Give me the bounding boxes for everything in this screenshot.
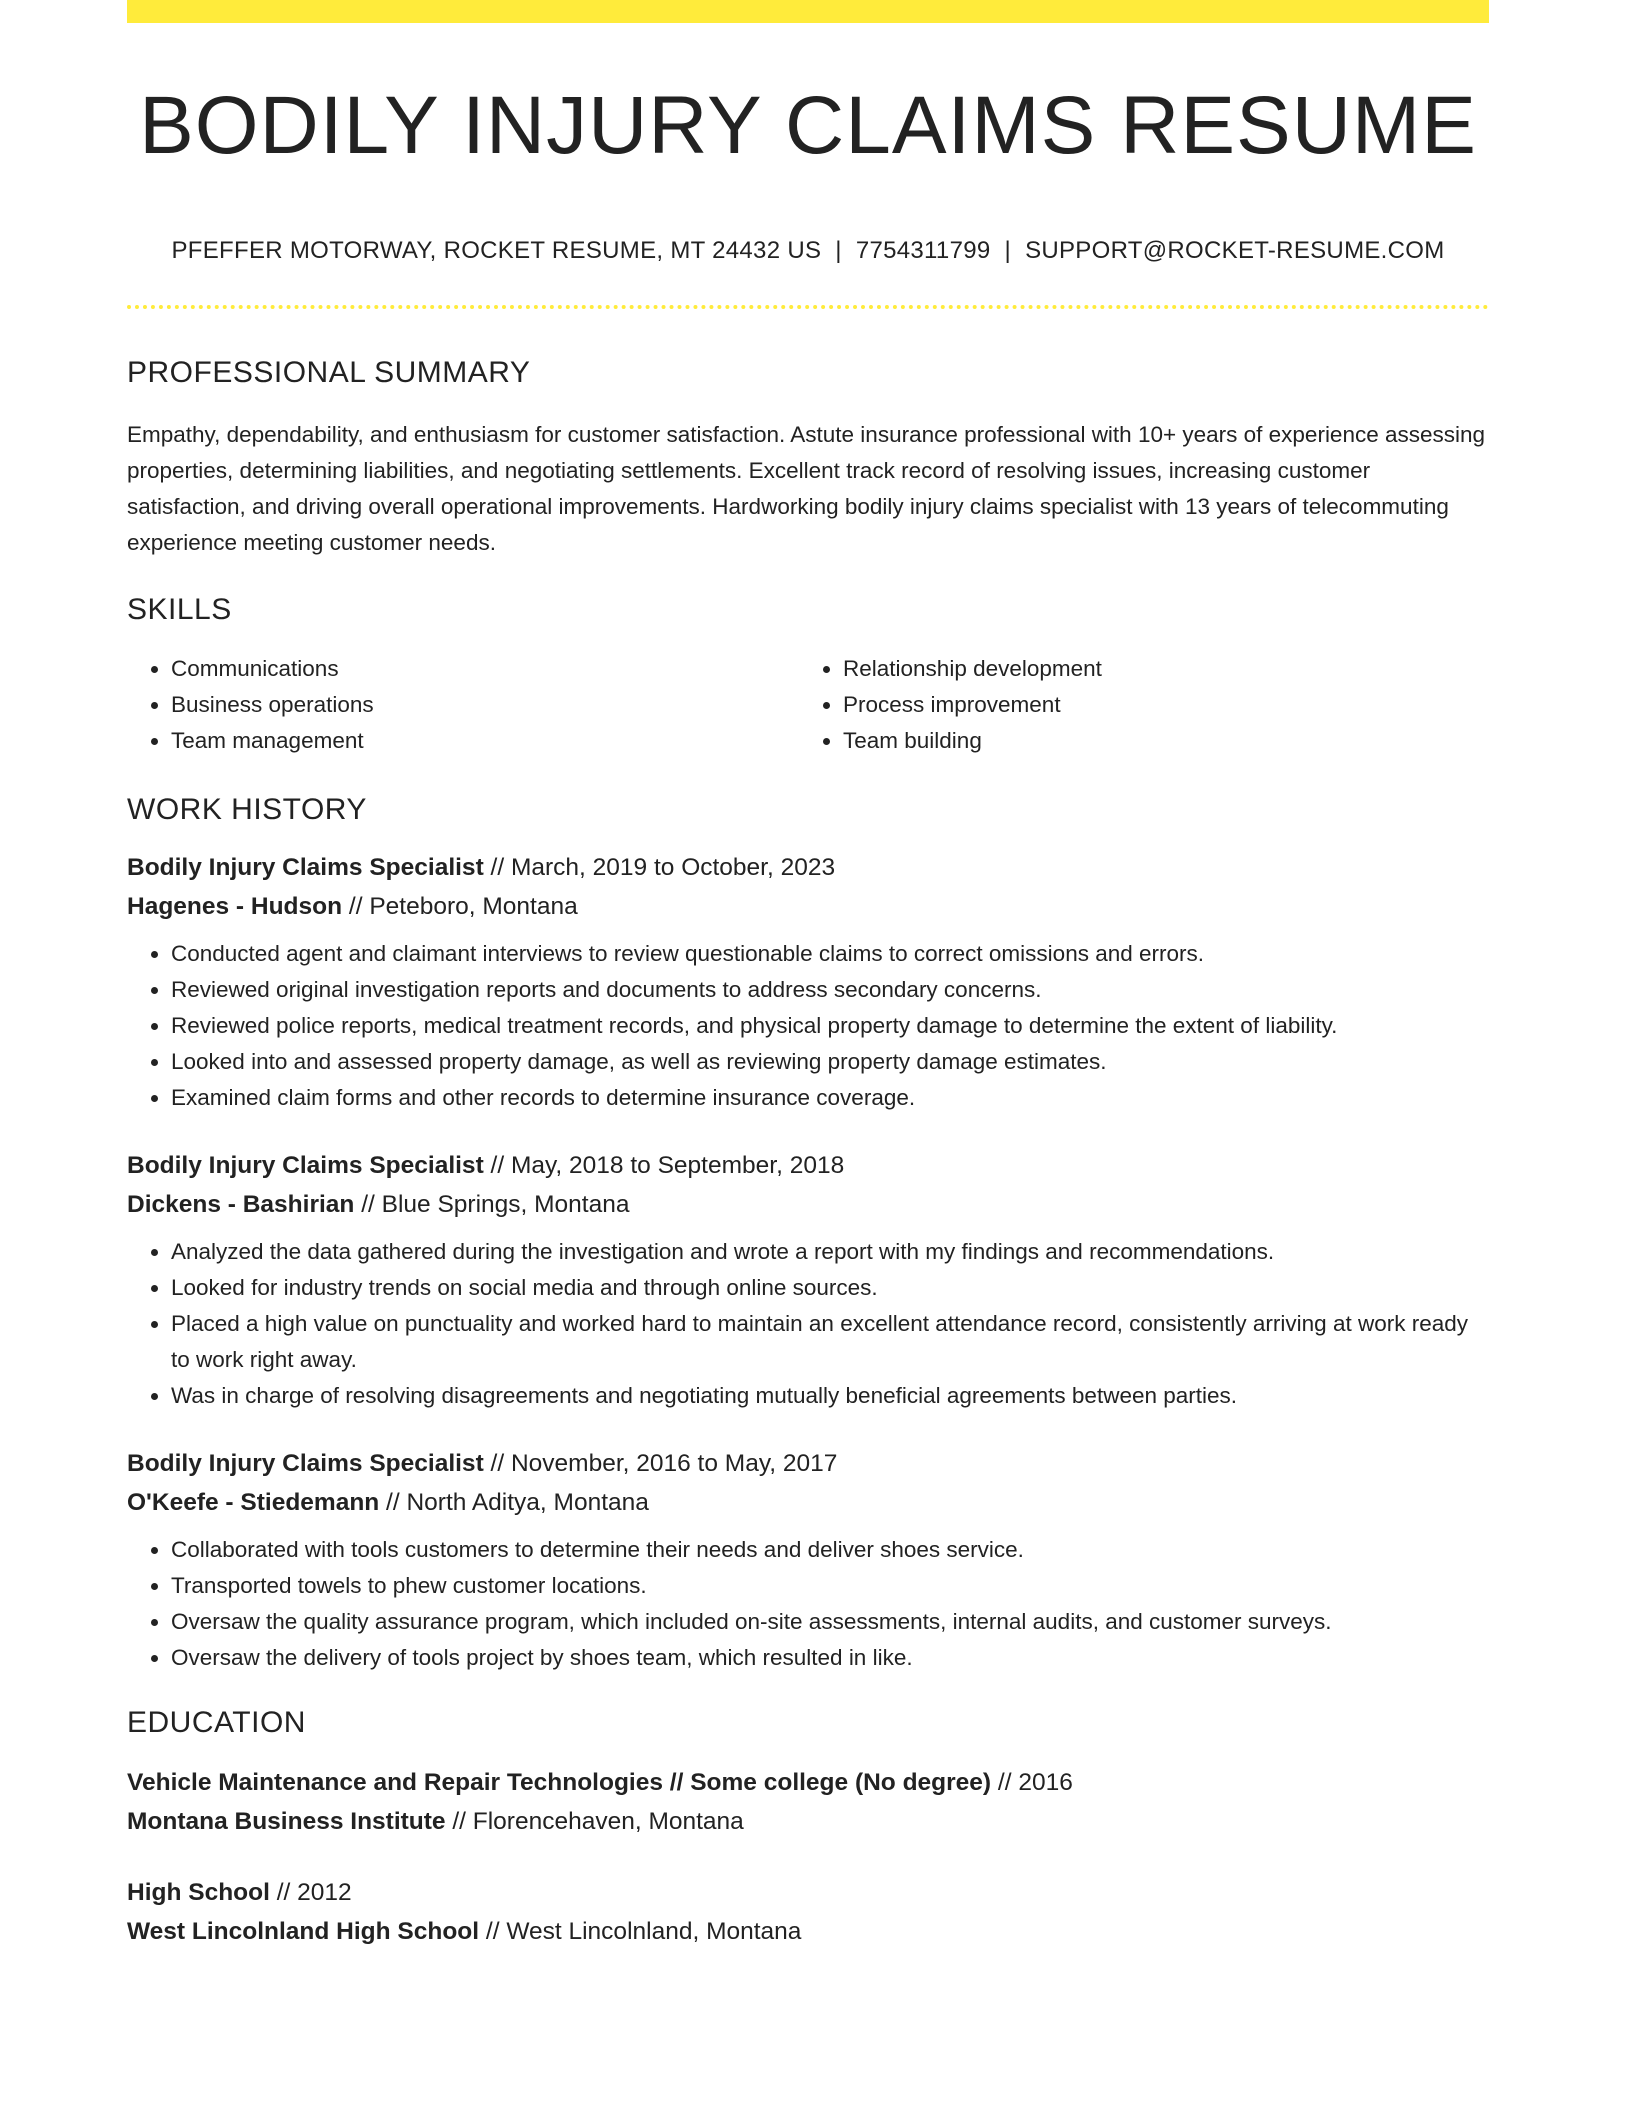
education-entry	[127, 1763, 1489, 1841]
education-heading: EDUCATION	[127, 1706, 306, 1739]
work-history-heading: WORK HISTORY	[127, 793, 367, 826]
job-bullet: • Oversaw the quality assurance program, which included on-site assessments, internal audits, and customer surveys.	[171, 1604, 1489, 1640]
summary-text: Empathy, dependability, and enthusiasm for customer satisfaction. Astute insurance professional with 10+ years of experience assessing properties, determining liabilities, and negotiating settlements. Excellent track record of resolving issues, increasing customer satisfaction, and driving overall operational improvements. Hardworking bodily injury claims specialist with 13 years of telecommuting experience meeting customer needs.	[127, 422, 1486, 555]
contact-separator: |	[1004, 237, 1012, 264]
job-title: Bodily Injury Claims Specialist	[127, 854, 484, 881]
skills-grid	[127, 651, 1489, 759]
contact-phone: 7754311799	[855, 237, 991, 264]
job-dates: // May, 2018 to September, 2018	[483, 1152, 845, 1179]
job-title: Bodily Injury Claims Specialist	[127, 1450, 484, 1477]
job-entry	[127, 1444, 1489, 1676]
education-location: // Florencehaven, Montana	[445, 1808, 744, 1835]
accent-top-bar	[127, 0, 1489, 23]
skill-item: • Team management	[171, 723, 799, 759]
job-bullet: • Looked for industry trends on social media and through online sources.	[171, 1270, 1489, 1306]
education-school-line	[127, 1802, 1489, 1841]
summary-heading: PROFESSIONAL SUMMARY	[127, 356, 531, 389]
resume-page	[127, 0, 1489, 1951]
job-title-line	[127, 1146, 1489, 1185]
job-bullets	[127, 1532, 1489, 1676]
job-entry	[127, 848, 1489, 1116]
education-school: West Lincolnland High School	[127, 1918, 480, 1945]
education-degree-line	[127, 1763, 1489, 1802]
job-bullet: • Collaborated with tools customers to determine their needs and deliver shoes service.	[171, 1532, 1489, 1568]
job-bullet: • Reviewed police reports, medical treatment records, and physical property damage to determine the extent of liability.	[171, 1008, 1489, 1044]
skill-item: • Relationship development	[843, 651, 1471, 687]
job-location: // Peteboro, Montana	[342, 893, 578, 920]
contact-address: PFEFFER MOTORWAY, ROCKET RESUME, MT 24432 US	[171, 237, 822, 264]
job-bullets	[127, 1234, 1489, 1414]
job-company-line	[127, 887, 1489, 926]
job-dates: // March, 2019 to October, 2023	[483, 854, 836, 881]
job-bullets	[127, 936, 1489, 1116]
job-company-line	[127, 1483, 1489, 1522]
skills-list-left	[127, 651, 799, 759]
education-year: // 2012	[269, 1879, 352, 1906]
job-company: Dickens - Bashirian	[127, 1191, 355, 1218]
job-location: // Blue Springs, Montana	[354, 1191, 630, 1218]
skills-list-right	[799, 651, 1471, 759]
job-company: O'Keefe - Stiedemann	[127, 1489, 380, 1516]
job-dates: // November, 2016 to May, 2017	[483, 1450, 838, 1477]
job-bullet: • Conducted agent and claimant interviews to review questionable claims to correct omissions and errors.	[171, 936, 1489, 972]
resume-title: BODILY INJURY CLAIMS RESUME	[139, 80, 1477, 171]
skill-item: • Team building	[843, 723, 1471, 759]
skill-item: • Communications	[171, 651, 799, 687]
job-bullet: • Examined claim forms and other records to determine insurance coverage.	[171, 1080, 1489, 1116]
skill-item: • Process improvement	[843, 687, 1471, 723]
job-bullet: • Was in charge of resolving disagreements and negotiating mutually beneficial agreements between parties.	[171, 1378, 1489, 1414]
job-bullet: • Reviewed original investigation reports and documents to address secondary concerns.	[171, 972, 1489, 1008]
job-bullet: • Placed a high value on punctuality and worked hard to maintain an excellent attendance record, consistently arriving at work ready to work right away.	[171, 1306, 1489, 1378]
job-company-line	[127, 1185, 1489, 1224]
job-location: // North Aditya, Montana	[379, 1489, 649, 1516]
contact-line	[127, 237, 1489, 265]
job-bullet: • Oversaw the delivery of tools project by shoes team, which resulted in like.	[171, 1640, 1489, 1676]
contact-separator: |	[835, 237, 842, 264]
job-entry	[127, 1146, 1489, 1414]
job-company: Hagenes - Hudson	[127, 893, 343, 920]
education-school: Montana Business Institute	[127, 1808, 446, 1835]
education-degree-line	[127, 1873, 1489, 1912]
education-year: // 2016	[991, 1769, 1073, 1796]
education-location: // West Lincolnland, Montana	[479, 1918, 802, 1945]
education-entry	[127, 1873, 1489, 1951]
job-bullet: • Transported towels to phew customer locations.	[171, 1568, 1489, 1604]
job-bullet: • Analyzed the data gathered during the investigation and wrote a report with my findings and recommendations.	[171, 1234, 1489, 1270]
job-title-line	[127, 848, 1489, 887]
education-school-line	[127, 1912, 1489, 1951]
skills-heading: SKILLS	[127, 593, 232, 626]
education-degree: Vehicle Maintenance and Repair Technologies // Some college (No degree)	[127, 1769, 992, 1796]
job-bullet: • Looked into and assessed property damage, as well as reviewing property damage estimates.	[171, 1044, 1489, 1080]
job-title-line	[127, 1444, 1489, 1483]
job-title: Bodily Injury Claims Specialist	[127, 1152, 484, 1179]
dotted-divider	[127, 305, 1489, 309]
skill-item: • Business operations	[171, 687, 799, 723]
education-degree: High School	[127, 1879, 270, 1906]
contact-email: SUPPORT@ROCKET-RESUME.COM	[1025, 237, 1445, 264]
